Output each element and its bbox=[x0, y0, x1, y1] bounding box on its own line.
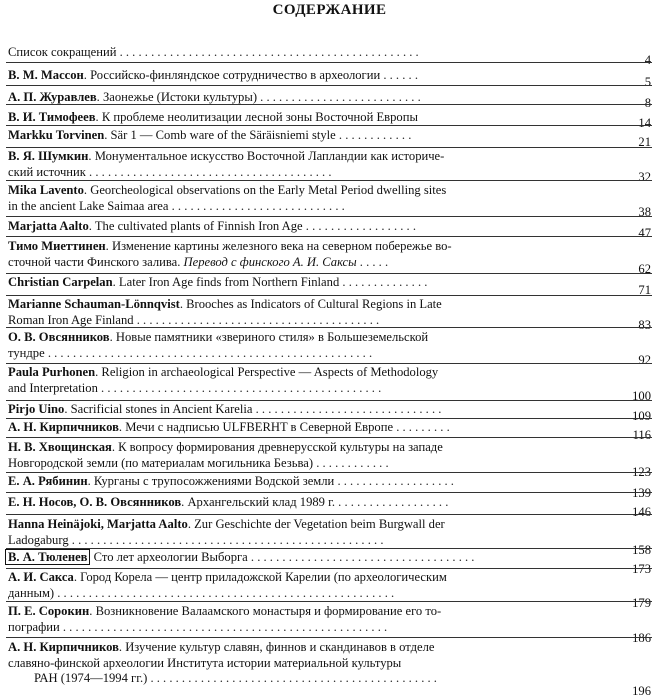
entry-divider bbox=[6, 472, 652, 473]
entry-author: Christian Carpelan bbox=[8, 275, 113, 289]
entry-title: . Мечи с надписью ULFBERHT в Северной Европе bbox=[118, 420, 394, 434]
toc-entry bbox=[8, 440, 608, 471]
toc-entry bbox=[8, 239, 608, 270]
entry-divider bbox=[6, 62, 652, 63]
entry-author: В. М. Массон bbox=[8, 68, 84, 82]
entry-author: А. Н. Кирпичников bbox=[8, 640, 119, 654]
entry-line bbox=[8, 517, 608, 533]
entry-author: А. И. Сакса bbox=[8, 570, 74, 584]
entry-title-continued: Новгородской земли (по материалам могильника Безьва) bbox=[8, 455, 314, 470]
entry-title: Сто лет археологии Выборга bbox=[90, 550, 248, 564]
toc-entry bbox=[8, 365, 608, 396]
toc-entry bbox=[8, 45, 608, 61]
entry-author: В. А. Тюленев bbox=[5, 549, 90, 565]
entry-page-number: 62 bbox=[638, 262, 651, 276]
entry-title: . К проблеме неолитизации лесной зоны Восточной Европы bbox=[95, 110, 418, 124]
entry-divider bbox=[6, 400, 652, 401]
entry-page-number: 32 bbox=[638, 170, 651, 184]
entry-line bbox=[8, 45, 608, 61]
entry-title-continued: РАН (1974—1994 гг.) bbox=[34, 671, 148, 686]
entry-title: . Изменение картины железного века на северном побережье во- bbox=[105, 239, 452, 253]
toc-entry bbox=[8, 183, 608, 214]
entry-line bbox=[8, 640, 608, 656]
toc-entry bbox=[8, 297, 608, 328]
toc-entry bbox=[8, 68, 608, 84]
dot-leader: . . . . . bbox=[356, 254, 389, 269]
toc-entry bbox=[8, 128, 608, 144]
toc-entry bbox=[8, 570, 608, 601]
entry-page-number: 38 bbox=[638, 205, 651, 219]
entry-title: . Новые памятники «звериного стиля» в Большеземельской bbox=[109, 330, 429, 344]
entry-title-continued: ский источник bbox=[8, 164, 86, 179]
entry-author: Pirjo Uino bbox=[8, 402, 65, 416]
entry-author: Е. Н. Носов, О. В. Овсянников bbox=[8, 495, 182, 509]
entry-author: Marianne Schauman-Lönnqvist bbox=[8, 297, 180, 311]
entry-page-number: 109 bbox=[632, 409, 651, 423]
toc-entry bbox=[8, 474, 608, 490]
entry-continuation bbox=[8, 456, 608, 472]
entry-author: Markku Torvinen bbox=[8, 128, 105, 142]
entry-line bbox=[8, 110, 608, 126]
entry-divider bbox=[6, 514, 652, 515]
dot-leader: . . . . . . . . . . . . . . . . . . . . . . . . . . . . . . . . . . . . . . . . . . . . . bbox=[97, 380, 382, 395]
entry-title-continued: славяно-финской археологии Института истории материальной культуры bbox=[8, 655, 402, 670]
entry-divider bbox=[6, 437, 652, 438]
toc-entry bbox=[8, 550, 608, 566]
entry-page-number: 158 bbox=[632, 543, 651, 557]
entry-title: . К вопросу формирования древнерусской культуры на западе bbox=[111, 440, 443, 454]
toc-entry bbox=[8, 420, 608, 436]
entry-line bbox=[8, 440, 608, 456]
entry-title: . Монументальное искусство Восточной Лапландии как историче- bbox=[88, 149, 445, 163]
entry-title-continued: тундре bbox=[8, 345, 45, 360]
entry-page-number: 71 bbox=[638, 283, 651, 297]
entry-author: Paula Purhonen bbox=[8, 365, 96, 379]
entry-title: . The cultivated plants of Finnish Iron Age bbox=[88, 219, 303, 233]
entry-line bbox=[8, 297, 608, 313]
entry-page-number: 186 bbox=[632, 631, 651, 645]
toc-entry bbox=[8, 219, 608, 235]
entry-author: О. В. Овсянников bbox=[8, 330, 110, 344]
entry-continuation bbox=[8, 381, 608, 397]
entry-continuation bbox=[8, 533, 608, 549]
dot-leader: . . . . . . . . . . . . . . . . . . . . . . . . . . bbox=[257, 90, 421, 104]
entry-continuation bbox=[8, 313, 608, 329]
entry-author: Marjatta Aalto bbox=[8, 219, 89, 233]
entry-author: Е. А. Рябинин bbox=[8, 474, 88, 488]
entry-translator: Перевод с финского А. И. Саксы bbox=[180, 254, 357, 269]
entry-divider bbox=[6, 548, 652, 549]
entry-continuation bbox=[8, 586, 608, 602]
dot-leader: . . . . . . . . . . . . . . . . . . bbox=[335, 495, 449, 509]
entry-divider bbox=[6, 295, 652, 296]
entry-divider bbox=[6, 568, 652, 569]
dot-leader: . . . . . . . . . . . . . . . . . . . . . . . . . . . . . . . . . . . . . . . . . . . . . . . . . . . . . . bbox=[54, 585, 395, 600]
entry-page-number: 4 bbox=[644, 53, 651, 67]
entry-page-number: 5 bbox=[644, 75, 651, 89]
entry-title-continued: Roman Iron Age Finland bbox=[8, 312, 134, 327]
entry-title-continued: сточной части Финского залива. bbox=[8, 254, 181, 269]
toc-entry bbox=[8, 402, 608, 418]
entry-author: А. П. Журавлев bbox=[8, 90, 97, 104]
dot-leader: . . . . . . . . . . . . . . . . . . . . . . . . . . . . . . . . . . . . bbox=[247, 550, 475, 564]
entry-divider bbox=[6, 104, 652, 105]
entry-line bbox=[8, 330, 608, 346]
dot-leader: . . . . . . . . . . . . . . . . . . bbox=[302, 219, 416, 233]
entry-continuation bbox=[8, 255, 608, 271]
entry-title: . Religion in archaeological Perspective — Aspects of Methodology bbox=[95, 365, 439, 379]
entry-title: . Later Iron Age finds from Northern Finland bbox=[112, 275, 340, 289]
entry-title-continued: данным) bbox=[8, 585, 55, 600]
toc-entry bbox=[8, 640, 608, 687]
entry-title: . Georcheological observations on the Early Metal Period dwelling sites bbox=[83, 183, 447, 197]
entry-divider bbox=[6, 637, 652, 638]
dot-leader: . . . . . . . . . . . . . . . . . . . . . . . . . . . . bbox=[168, 198, 345, 213]
entry-page-number: 92 bbox=[638, 353, 651, 367]
entry-line bbox=[8, 149, 608, 165]
entry-continuation bbox=[8, 620, 608, 636]
entry-author: П. Е. Сорокин bbox=[8, 604, 90, 618]
entry-page-number: 123 bbox=[632, 465, 651, 479]
entry-title: . Sär 1 — Comb ware of the Säräisniemi style bbox=[104, 128, 336, 142]
entry-divider bbox=[6, 147, 652, 148]
toc-entry bbox=[8, 330, 608, 361]
entry-title: . Заонежье (Истоки культуры) bbox=[96, 90, 258, 104]
entry-divider bbox=[6, 492, 652, 493]
entry-author: В. Я. Шумкин bbox=[8, 149, 89, 163]
entry-title: . Российско-финляндское сотрудничество в археологии bbox=[83, 68, 381, 82]
entry-title: . Zur Geschichte der Vegetation beim Burgwall der bbox=[187, 517, 445, 531]
entry-continuation bbox=[8, 165, 608, 181]
entry-divider bbox=[6, 418, 652, 419]
entry-page-number: 116 bbox=[632, 428, 651, 442]
entry-continuation bbox=[8, 199, 608, 215]
entry-divider bbox=[6, 273, 652, 274]
dot-leader: . . . . . . . . . . . . . . . . . . . bbox=[334, 474, 454, 488]
entry-line bbox=[8, 604, 608, 620]
entry-author: Hanna Heinäjoki, Marjatta Aalto bbox=[8, 517, 188, 531]
entry-page-number: 14 bbox=[638, 116, 651, 130]
entry-line bbox=[8, 68, 608, 84]
toc-entry bbox=[8, 517, 608, 548]
entry-line bbox=[8, 128, 608, 144]
entry-title: . Возникновение Валаамского монастыря и формирование его то- bbox=[89, 604, 442, 618]
entry-divider bbox=[6, 85, 652, 86]
entry-divider bbox=[6, 125, 652, 126]
entry-divider bbox=[6, 327, 652, 328]
dot-leader: . . . . . . . . . . . . bbox=[335, 128, 412, 142]
dot-leader: . . . . . . . . . . . . . . bbox=[339, 275, 428, 289]
entry-line bbox=[8, 219, 608, 235]
entry-line bbox=[8, 402, 608, 418]
dot-leader: . . . . . . . . . bbox=[393, 420, 450, 434]
entry-author: Н. В. Хвощинская bbox=[8, 440, 112, 454]
entry-page-number: 21 bbox=[638, 135, 651, 149]
entry-title-continued: and Interpretation bbox=[8, 380, 98, 395]
entry-title: . Курганы с трупосожжениями Водской земли bbox=[87, 474, 335, 488]
entry-page-number: 173 bbox=[632, 562, 651, 576]
entry-line bbox=[8, 495, 608, 511]
entry-author: Тимо Миеттинен bbox=[8, 239, 106, 253]
entry-page-number: 100 bbox=[632, 389, 651, 403]
entry-title: Список сокращений bbox=[8, 45, 117, 59]
toc-entry bbox=[8, 149, 608, 180]
entry-divider bbox=[6, 216, 652, 217]
toc-entry bbox=[8, 275, 608, 291]
entry-line bbox=[8, 365, 608, 381]
dot-leader: . . . . . . . . . . . . . . . . . . . . . . . . . . . . . . . . . . . . . . . bbox=[85, 164, 332, 179]
entry-line bbox=[8, 420, 608, 436]
entry-divider bbox=[6, 236, 652, 237]
dot-leader: . . . . . . . . . . . . . . . . . . . . . . . . . . . . . . . . . . . . . . . . . . . . . . . . . . . . bbox=[59, 619, 388, 634]
entry-title-continued: пографии bbox=[8, 619, 60, 634]
entry-continuation bbox=[8, 671, 608, 687]
entry-page-number: 8 bbox=[644, 96, 651, 110]
dot-leader: . . . . . . . . . . . . . . . . . . . . . . . . . . . . . . . . . . . . . . . bbox=[133, 312, 380, 327]
entry-page-number: 179 bbox=[632, 596, 651, 610]
entry-line bbox=[8, 275, 608, 291]
entry-line bbox=[8, 239, 608, 255]
entry-divider bbox=[6, 601, 652, 602]
dot-leader: . . . . . . . . . . . . bbox=[313, 455, 389, 470]
entry-title: . Город Корела — центр приладожской Карелии (по археологическим bbox=[73, 570, 447, 584]
entry-line bbox=[8, 183, 608, 199]
dot-leader: . . . . . . . . . . . . . . . . . . . . . . . . . . . . . . . . . . . . . . . . . . . . . . . . bbox=[116, 45, 419, 59]
entry-line bbox=[8, 570, 608, 586]
entry-title-continued: in the ancient Lake Saimaa area bbox=[8, 198, 169, 213]
entry-line bbox=[8, 550, 608, 566]
entry-page-number: 47 bbox=[638, 226, 651, 240]
dot-leader: . . . . . . . . . . . . . . . . . . . . . . . . . . . . . . . . . . . . . . . . . . . . . . . . . . bbox=[68, 532, 384, 547]
entry-title: . Sacrificial stones in Ancient Karelia bbox=[64, 402, 253, 416]
entry-page-number: 139 bbox=[632, 486, 651, 500]
page-title: СОДЕРЖАНИЕ bbox=[272, 2, 387, 18]
entry-author: Mika Lavento bbox=[8, 183, 84, 197]
toc-entry bbox=[8, 495, 608, 511]
entry-title: . Brooches as Indicators of Cultural Regions in Late bbox=[179, 297, 442, 311]
entry-continuation bbox=[8, 346, 608, 362]
dot-leader: . . . . . . . . . . . . . . . . . . . . . . . . . . . . . . . . . . . . . . . . . . . . . . . . . . . . bbox=[44, 345, 373, 360]
entry-continuation bbox=[8, 656, 608, 672]
entry-divider bbox=[6, 363, 652, 364]
entry-line bbox=[8, 474, 608, 490]
toc-entry bbox=[8, 110, 608, 126]
entry-page-number: 83 bbox=[638, 318, 651, 332]
entry-author: А. Н. Кирпичников bbox=[8, 420, 119, 434]
dot-leader: . . . . . . . . . . . . . . . . . . . . . . . . . . . . . . . . . . . . . . . . . . . . . . bbox=[147, 671, 437, 686]
entry-page-number: 196 bbox=[632, 684, 651, 698]
entry-page-number: 146 bbox=[632, 505, 651, 519]
entry-divider bbox=[6, 180, 652, 181]
dot-leader: . . . . . . . . . . . . . . . . . . . . . . . . . . . . . . bbox=[252, 402, 442, 416]
entry-title: . Архангельский клад 1989 г. bbox=[181, 495, 336, 509]
entry-title: . Изучение культур славян, финнов и скандинавов в отделе bbox=[118, 640, 435, 654]
toc-entry bbox=[8, 604, 608, 635]
dot-leader: . . . . . . bbox=[380, 68, 418, 82]
entry-title-continued: Ladogaburg bbox=[8, 532, 69, 547]
entry-author: В. И. Тимофеев bbox=[8, 110, 96, 124]
